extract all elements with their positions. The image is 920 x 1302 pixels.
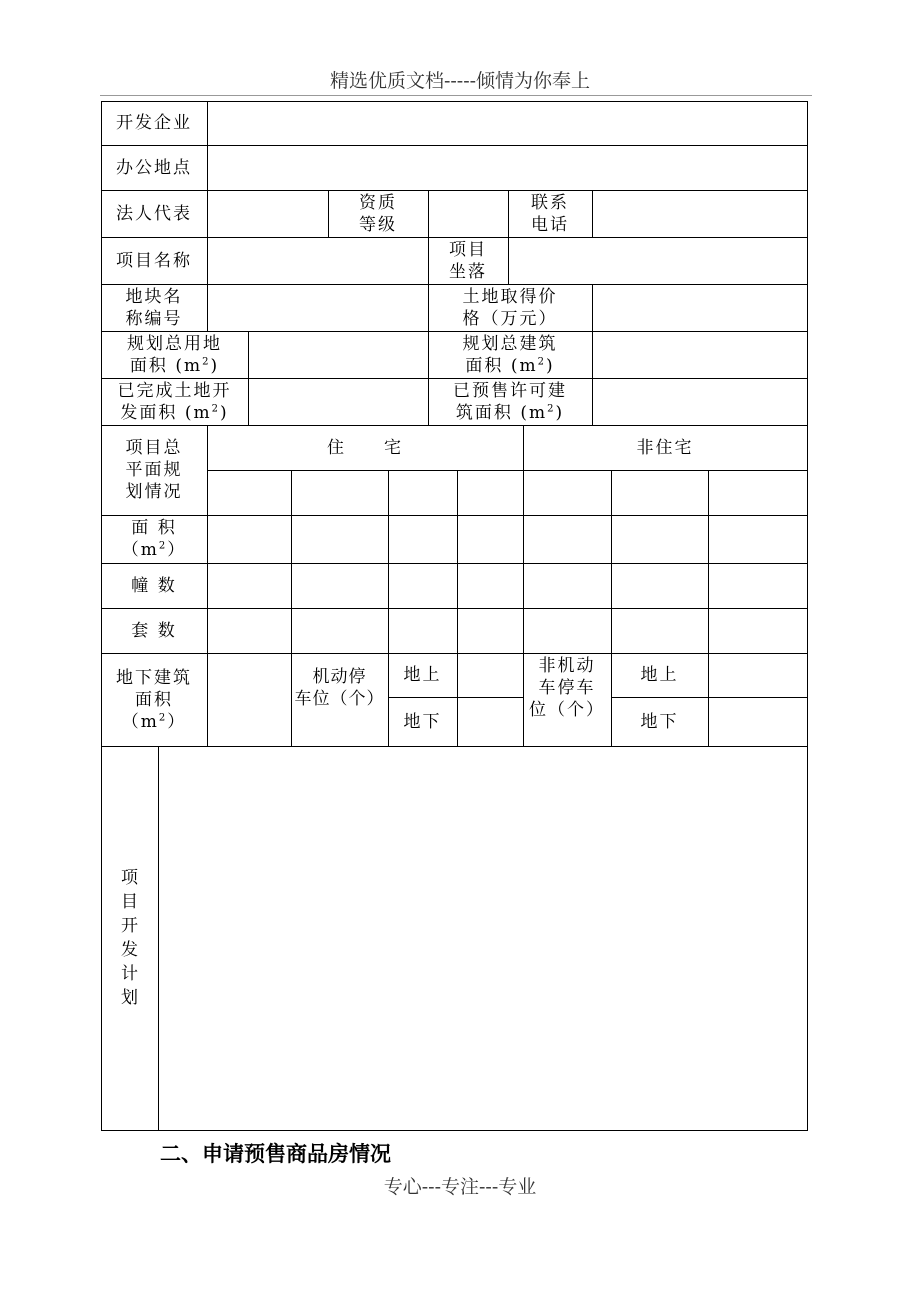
nonmotor-below-label: 地下 — [640, 711, 679, 732]
grid-line — [457, 470, 458, 746]
land-price-field[interactable] — [593, 285, 807, 331]
overall-plan-label: 项目总 平面规 划情况 — [125, 438, 183, 502]
residential-header: 住 宅 — [327, 437, 403, 458]
legal-rep-field[interactable] — [208, 191, 328, 237]
project-location-label: 项目 坐落 — [449, 239, 487, 282]
development-plan-field[interactable] — [159, 747, 807, 1130]
grid-line — [807, 101, 808, 1131]
page-footer: 专心---专注---专业 — [383, 1176, 537, 1198]
section-title: 二、申请预售商品房情况 — [160, 1142, 391, 1166]
phone-field[interactable] — [593, 191, 807, 237]
units-label: 套 数 — [131, 620, 177, 641]
header-divider — [100, 95, 812, 96]
planned-build-area-label: 规划总建筑 面积 $(m^2)$ — [462, 333, 558, 376]
project-name-field[interactable] — [208, 238, 428, 284]
presale-area-field[interactable] — [593, 379, 807, 425]
nonmotor-parking-label: 非机动 车停车 位（个） — [529, 656, 605, 720]
land-price-label: 土地取得价 格（万元） — [462, 286, 558, 329]
qualification-label: 资质 等级 — [359, 192, 397, 235]
development-plan-label: 项目开发计划 — [121, 868, 138, 1008]
planned-build-area-field[interactable] — [593, 332, 807, 378]
project-name-label: 项目名称 — [116, 250, 192, 271]
underground-area-label: 地下建筑 面积 $(m^2)$ — [116, 667, 192, 732]
qualification-field[interactable] — [429, 191, 508, 237]
nonmotor-above-label: 地上 — [640, 665, 679, 685]
presale-area-label: 已预售许可建 筑面积 $(m^2)$ — [453, 380, 567, 423]
grid-line — [101, 1130, 808, 1131]
non-residential-header: 非住宅 — [636, 437, 694, 458]
legal-rep-label: 法人代表 — [116, 203, 192, 224]
grid-line — [207, 470, 808, 471]
office-label: 办公地点 — [116, 157, 192, 178]
developer-field[interactable] — [208, 102, 807, 145]
planned-land-area-field[interactable] — [249, 332, 428, 378]
developed-land-area-field[interactable] — [249, 379, 428, 425]
motor-above-label: 地上 — [403, 665, 442, 685]
parcel-label: 地块名 称编号 — [125, 286, 183, 329]
buildings-label: 幢 数 — [131, 575, 177, 596]
motor-below-label: 地下 — [403, 711, 442, 732]
developer-label: 开发企业 — [116, 113, 192, 133]
office-field[interactable] — [208, 146, 807, 190]
grid-line — [708, 470, 709, 746]
parcel-field[interactable] — [208, 285, 428, 331]
developed-land-area-label: 已完成土地开 发面积 $(m^2)$ — [117, 380, 232, 423]
motor-parking-label: 机动停 车位（个） — [294, 667, 385, 709]
grid-line — [207, 425, 208, 746]
project-location-field[interactable] — [509, 238, 807, 284]
phone-label: 联系 电话 — [531, 192, 569, 235]
area-label: 面 积 $(m^2)$ — [121, 518, 187, 560]
page-header: 精选优质文档-----倾情为你奉上 — [329, 70, 591, 92]
planned-land-area-label: 规划总用地 面积 $(m^2)$ — [127, 333, 222, 376]
